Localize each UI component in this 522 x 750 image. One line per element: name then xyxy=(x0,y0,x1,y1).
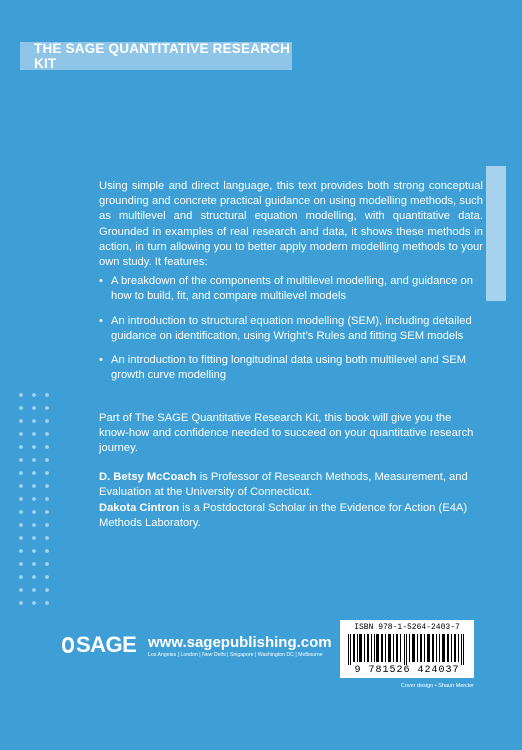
author-bio-text: is Professor of Research Methods, Measurement, and Evaluation at the University of Connecticut. xyxy=(99,471,468,499)
series-title: THE SAGE QUANTITATIVE RESEARCH KIT xyxy=(34,41,291,71)
isbn-label: ISBN 978-1-5264-2403-7 xyxy=(354,623,460,632)
sage-logo-text: SAGE xyxy=(76,632,137,657)
bullet-icon: • xyxy=(99,354,103,367)
series-description: Part of The SAGE Quantitative Research Kit, this book will give you the know-how and confidence needed to succeed on your quantitative research journey. xyxy=(99,412,474,455)
barcode-number: 9 781526 424037 xyxy=(354,665,460,676)
sage-logo xyxy=(60,632,136,658)
sage-logo-icon xyxy=(60,636,76,654)
feature-item xyxy=(99,274,483,304)
barcode-icon xyxy=(346,634,468,665)
cover-design-credit: Cover design • Shaun Mercier xyxy=(400,683,474,689)
feature-text: An introduction to structural equation modelling (SEM), including detailed guidance on identification, using Wright’s Rules and fitting SEM models xyxy=(111,314,472,342)
blurb xyxy=(99,179,483,392)
author-bio-text: is a Postdoctoral Scholar in the Evidence for Action (E4A) Methods Laboratory. xyxy=(99,502,468,530)
publisher-url: www.sagepublishing.com xyxy=(148,634,332,651)
accent-tab xyxy=(486,166,506,301)
features-list xyxy=(99,274,483,383)
bullet-icon: • xyxy=(99,314,103,327)
blurb-intro: Using simple and direct language, this text provides both strong conceptual grounding and concrete practical guidance on using modelling methods, such as multilevel and structural equation modelling, with quantitative data. Grounded in examples of real research and data, it shows these methods in action, in turn allowing you to better apply modern modelling methods to your own study. It features: xyxy=(99,180,483,269)
feature-item xyxy=(99,314,483,344)
author-name: D. Betsy McCoach xyxy=(99,471,197,483)
feature-text: A breakdown of the components of multilevel modelling, and guidance on how to build, fit, and compare multilevel models xyxy=(111,275,473,303)
author-bio xyxy=(99,501,483,531)
author-name: Dakota Cintron xyxy=(99,502,180,514)
feature-text: An introduction to fitting longitudinal data using both multilevel and SEM growth curve modelling xyxy=(111,354,467,382)
bullet-icon: • xyxy=(99,275,103,288)
feature-item xyxy=(99,353,483,383)
publisher-cities: Los Angeles | London | New Delhi | Singapore | Washington DC | Melbourne xyxy=(148,652,323,658)
author-bio xyxy=(99,470,483,500)
publisher-block xyxy=(60,630,330,666)
isbn-barcode xyxy=(340,620,474,678)
dot-pattern xyxy=(18,392,58,617)
series-banner xyxy=(20,42,292,70)
